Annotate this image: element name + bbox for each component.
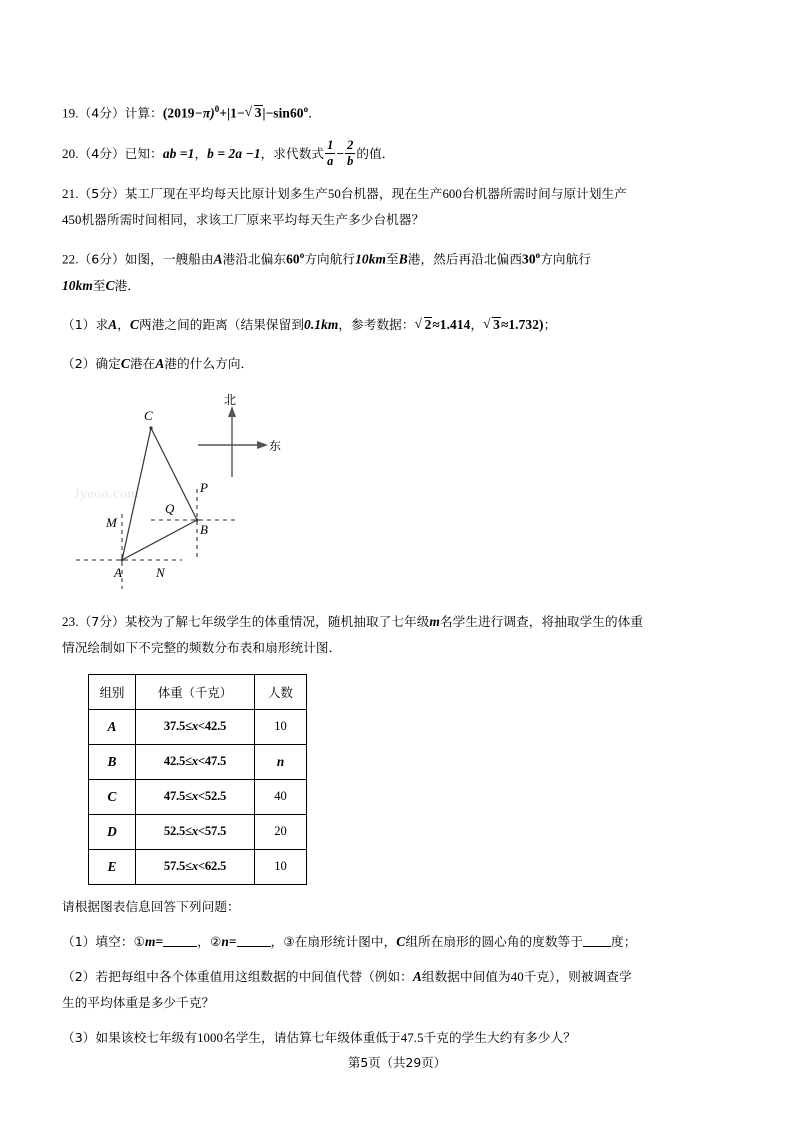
q19-period: ． — [308, 105, 321, 121]
range-rel2: < — [197, 789, 205, 804]
q22-sub2-point-c: C — [120, 355, 130, 371]
frac1-numerator: 1 — [325, 139, 335, 154]
figure-label-c: C — [144, 407, 153, 423]
question-22-sub1 — [62, 312, 734, 338]
q21-text-b: 台机器，现在生产 — [340, 186, 443, 202]
q23-sub1-b: ，② — [197, 933, 222, 949]
q21-text-a: 某工厂现在平均每天比原计划多生产 — [124, 186, 328, 202]
q20-frac-minus: − — [336, 146, 345, 162]
q22-point-b: B — [398, 251, 408, 267]
degree-icon: o — [299, 250, 305, 261]
question-23-sub1 — [62, 929, 734, 955]
q21-number-600: 600 — [442, 187, 462, 202]
table-row — [89, 779, 307, 814]
question-23-line2 — [62, 635, 734, 661]
table-cell-weight-a — [136, 709, 255, 744]
q23-sub3-number-475: 47.5 — [400, 1030, 424, 1045]
table-cell-group-b: B — [89, 744, 136, 779]
q22-sub1-point-c: C — [129, 316, 139, 332]
question-23-sub2-line2 — [62, 990, 734, 1016]
q23-sub2-a: 若把每组中各个体重值用这组数据的中间值代替（例如： — [95, 968, 413, 984]
table-cell-group-e: E — [89, 849, 136, 884]
range-hi: 42.5 — [204, 719, 227, 734]
degree-icon: o — [535, 250, 541, 261]
q22-text-a: 如图，一艘船由 — [124, 251, 214, 267]
q23-sub3-b: 名学生，请估算七年级体重低于 — [223, 1029, 401, 1045]
question-20: 20.（4分）已知：ab =1，b = 2a −1，求代数式 $\frac{1}{a}$ − $\frac{2}{b}$ 的值． — [62, 138, 395, 169]
table-header-row — [89, 674, 307, 709]
q23-sub3-a: 如果该校七年级有 — [95, 1029, 198, 1045]
q23-sub3-c: 千克的学生大约有多少人？ — [423, 1029, 576, 1045]
table-header-count: 人数 — [255, 674, 307, 709]
q21-number-50: 50 — [327, 187, 341, 202]
north-arrow-head-icon — [228, 406, 236, 417]
degree-icon: o — [303, 104, 309, 114]
q22-sqrt3-value: ≈1.732) — [500, 316, 544, 332]
frequency-distribution-table — [88, 674, 307, 885]
q23-sub1-e: 度； — [611, 933, 637, 949]
q23-variable-m: m — [429, 613, 440, 629]
q19-expr-base: (2019 — [162, 105, 195, 121]
q19-expr-plus-abs: +|1− — [219, 105, 245, 121]
table-cell-count-b: n — [255, 744, 307, 779]
q19-expr-minus-pi: −π) — [194, 105, 215, 121]
q22-sub1-comma: ， — [117, 316, 130, 332]
q20-prompt: 已知： — [124, 146, 163, 162]
q23-sub3-number-1000: 1000 — [197, 1030, 224, 1045]
q22-text-b: 港沿北偏东 — [222, 251, 287, 267]
watermark-text: Jyeoo.com — [74, 486, 139, 502]
range-rel1: ≤ — [185, 859, 192, 874]
q20-tail2: 的值． — [356, 146, 395, 162]
answer-blank-angle[interactable] — [583, 934, 611, 947]
vertex-dot-a — [120, 558, 123, 561]
q23-number: 23 — [62, 613, 76, 629]
q23-sub1-eq2: = — [228, 933, 237, 949]
table-row — [89, 744, 307, 779]
q20-tail: ，求代数式 — [260, 146, 325, 162]
table-cell-weight-d — [136, 814, 255, 849]
q22-text-e: 港，然后再沿北偏西 — [407, 251, 523, 267]
q21-text-d: 机器所需时间相同，求该工厂原来平均每天生产多少台机器？ — [81, 212, 425, 228]
q22-sub1-c: ，参考数据： — [338, 316, 415, 332]
q23-sub1-group-c: C — [396, 933, 406, 949]
question-21-line1: 21.（5分）某工厂现在平均每天比原计划多生产50台机器，现在生产600台机器所需时间与原计划生产 — [62, 186, 627, 202]
q21-number: 21 — [62, 186, 76, 202]
range-lo: 57.5 — [163, 859, 186, 874]
table-row — [89, 709, 307, 744]
q22-sub2-b: 港在 — [129, 355, 156, 371]
range-rel1: ≤ — [185, 719, 192, 734]
question-22-line2 — [62, 273, 734, 299]
table-cell-weight-c — [136, 779, 255, 814]
answer-blank-m[interactable] — [163, 934, 197, 947]
question-23-sub2-line1 — [62, 964, 734, 990]
q22-text-h: 港． — [114, 277, 141, 293]
page-content — [62, 96, 734, 1051]
q23-points: （7分） — [78, 613, 125, 629]
fraction-one-over-a — [325, 139, 335, 168]
q22-number: 22 — [62, 251, 76, 267]
q22-sub2-point-a: A — [155, 355, 165, 371]
page-footer: 第5页（共29页） — [348, 1055, 446, 1070]
q22-sub1-d: ； — [543, 316, 557, 332]
q22-sub1-marker: （1） — [62, 316, 96, 332]
q22-angle-30: 30 — [522, 251, 536, 267]
q22-point-c: C — [105, 277, 115, 293]
q22-sqrt3-radicand: 3 — [493, 316, 500, 332]
figure-label-p: P — [200, 479, 208, 495]
table-cell-count-a: 10 — [255, 709, 307, 744]
range-rel2: < — [197, 824, 205, 839]
q22-angle-60: 60 — [286, 251, 300, 267]
q23-intro-text: 请根据图表信息回答下列问题： — [62, 898, 240, 914]
q23-sub2-d: 生的平均体重是多少千克？ — [62, 994, 215, 1010]
q23-sub1-eq1: = — [155, 933, 164, 949]
table-row — [89, 814, 307, 849]
q23-sub2-number-40: 40 — [510, 969, 524, 984]
sqrt-2-radical — [415, 312, 433, 338]
q23-text-b: 名学生进行调查，将抽取学生的体重 — [439, 613, 644, 629]
q23-sub2-marker: （2） — [62, 968, 96, 984]
q21-points: （5分） — [78, 186, 125, 202]
q19-number: 19 — [62, 105, 76, 121]
range-rel1: ≤ — [185, 824, 192, 839]
q23-sub1-d: 组所在扇形的圆心角的度数等于 — [405, 933, 584, 949]
q23-text-c: 情况绘制如下不完整的频数分布表和扇形统计图． — [62, 639, 342, 655]
table-cell-weight-b — [136, 744, 255, 779]
range-var: x — [191, 789, 198, 804]
table-row — [89, 849, 307, 884]
q23-sub1-c: ，③在扇形统计图中， — [270, 933, 397, 949]
q19-exponent: 0 — [214, 104, 220, 114]
navigation-diagram-figure — [62, 389, 734, 609]
q23-sub2-group-a: A — [412, 968, 422, 984]
q22-sub1-b: 两港之间的距离（结果保留到 — [139, 316, 305, 332]
table-cell-group-a: A — [89, 709, 136, 744]
q20-eq2: b = 2a −1 — [207, 146, 261, 162]
q22-points: （6分） — [78, 251, 125, 267]
navigation-diagram-svg — [66, 389, 326, 601]
frac2-numerator: 2 — [345, 139, 355, 154]
q22-sub2-c: 港的什么方向． — [164, 355, 254, 371]
q23-sub1-var-m: m — [144, 933, 156, 949]
figure-label-a: A — [114, 564, 122, 580]
frac2-denominator: b — [347, 154, 354, 169]
q23-sub2-b: 组数据中间值为 — [421, 968, 511, 984]
table-cell-weight-e — [136, 849, 255, 884]
sqrt-3-radical — [245, 100, 263, 126]
q20-number: 20 — [62, 146, 76, 162]
q23-sub2-c: 千克），则被调查学 — [523, 968, 632, 984]
table-cell-count-d: 20 — [255, 814, 307, 849]
figure-label-q: Q — [165, 500, 175, 516]
figure-label-east: 东 — [269, 438, 282, 453]
question-21-line2 — [62, 207, 734, 233]
q22-point-a: A — [213, 251, 223, 267]
q21-text-c: 台机器所需时间与原计划生产 — [461, 186, 627, 202]
question-22-line1: 22.（6分）如图，一艘船由A港沿北偏东60$^o$方向航行10km至B港，然后再沿北偏西30$^o$方向航行 — [62, 250, 592, 267]
triangle-abc — [122, 428, 197, 560]
q21-number-450: 450 — [62, 213, 82, 228]
q19-prompt: 计算： — [124, 105, 163, 121]
q20-comma: ， — [194, 146, 208, 162]
q19-points: （4分） — [78, 105, 125, 121]
q22-sub2-marker: （2） — [62, 355, 96, 371]
compass-rose — [198, 412, 262, 477]
table-header-group: 组别 — [89, 674, 136, 709]
range-hi: 57.5 — [204, 824, 227, 839]
question-23-line1: 23.（7分）某校为了解七年级学生的体重情况，随机抽取了七年级m名学生进行调查，将抽取学生的体重 — [62, 613, 644, 629]
q22-text-f: 方向航行 — [540, 251, 592, 267]
figure-label-north: 北 — [224, 392, 237, 407]
q22-text-c: 方向航行 — [304, 251, 356, 267]
range-rel1: ≤ — [185, 789, 192, 804]
range-hi: 52.5 — [204, 789, 227, 804]
question-23-sub3 — [62, 1025, 734, 1051]
q19-radicand: 3 — [254, 105, 262, 121]
question-22-sub2 — [62, 351, 734, 377]
q22-text-d: 至 — [386, 251, 399, 267]
table-cell-group-c: C — [89, 779, 136, 814]
q22-sub2-a: 确定 — [95, 355, 121, 371]
range-hi: 62.5 — [204, 859, 227, 874]
q20-eq1: ab =1 — [162, 146, 195, 162]
figure-label-n: N — [156, 564, 165, 580]
range-var: x — [191, 824, 198, 839]
q23-sub1-marker: （1） — [62, 933, 96, 949]
figure-label-b: B — [200, 521, 208, 537]
range-hi: 47.5 — [204, 754, 227, 769]
q22-dist-1: 10km — [355, 251, 387, 267]
q22-sqrt2-value: ≈1.414 — [432, 316, 471, 332]
q19-expr-abs-close: |−sin60 — [262, 105, 304, 121]
fraction-two-over-b — [345, 139, 355, 168]
q22-sub1-comma2: ， — [470, 316, 484, 332]
q22-text-g: 至 — [92, 277, 106, 293]
table-cell-group-d: D — [89, 814, 136, 849]
q23-text-a: 某校为了解七年级学生的体重情况，随机抽取了七年级 — [124, 613, 430, 629]
table-cell-count-e: 10 — [255, 849, 307, 884]
range-lo: 37.5 — [163, 719, 186, 734]
east-arrow-head-icon — [257, 441, 268, 449]
table-header-weight: 体重（千克） — [136, 674, 255, 709]
q22-sqrt2-radicand: 2 — [424, 316, 432, 332]
q22-sub1-a: 求 — [95, 316, 109, 332]
q23-sub3-marker: （3） — [62, 1029, 96, 1045]
question-23-intro — [62, 894, 734, 920]
q22-sub1-point-a: A — [108, 316, 118, 332]
q22-dist-2: 10km — [62, 277, 93, 293]
vertex-dot-c — [149, 426, 152, 429]
question-19: 19.（4分）计算：$(2019-\pi)^0+|1-$ √ $3|-\sin 60^o$． — [62, 96, 734, 126]
q22-sub1-precision: 0.1km — [304, 316, 339, 332]
frac1-denominator: a — [327, 154, 334, 169]
range-rel2: < — [197, 754, 205, 769]
range-var: x — [191, 754, 198, 769]
answer-blank-n[interactable] — [237, 934, 271, 947]
range-var: x — [191, 859, 198, 874]
range-lo: 42.5 — [163, 754, 186, 769]
q23-sub1-var-n: n — [221, 933, 229, 949]
range-rel1: ≤ — [185, 754, 192, 769]
range-rel2: < — [197, 859, 205, 874]
q23-sub1-a: 填空：① — [95, 933, 145, 949]
range-lo: 47.5 — [163, 789, 186, 804]
vertex-dot-b — [195, 518, 198, 521]
range-var: x — [191, 719, 198, 734]
figure-label-m: M — [106, 514, 117, 530]
range-rel2: < — [197, 719, 205, 734]
sqrt-3-radical — [483, 312, 501, 338]
range-lo: 52.5 — [163, 824, 186, 839]
table-cell-count-c: 40 — [255, 779, 307, 814]
q20-points: （4分） — [78, 146, 125, 162]
